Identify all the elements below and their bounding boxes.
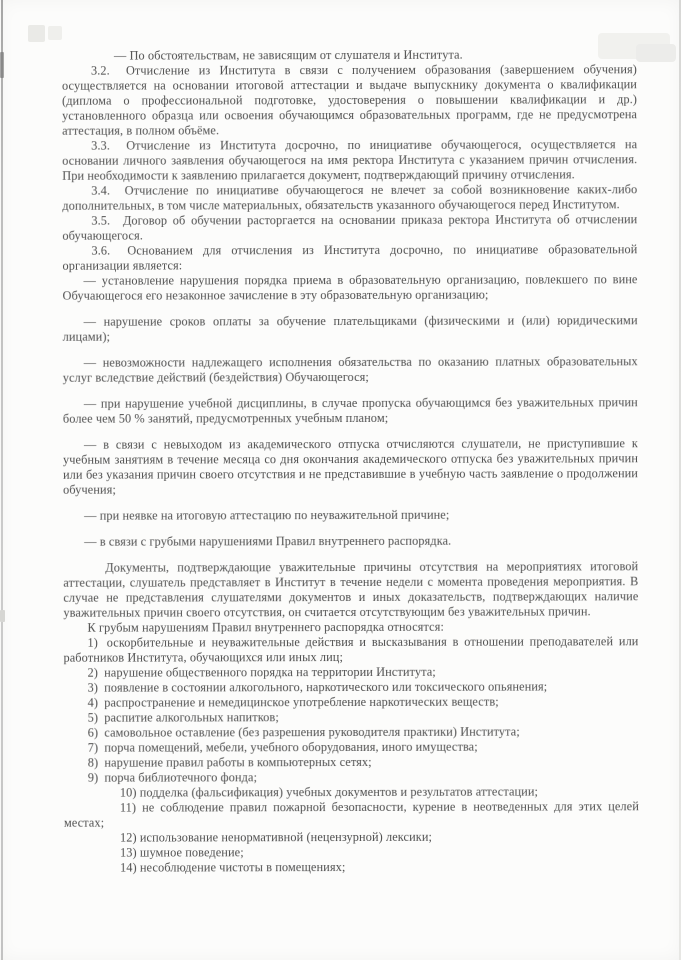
paragraph: К грубым нарушениям Правил внутреннего распорядка относятся:	[87, 619, 444, 635]
paragraph: — в связи с невыходом из академического отпуска отчисляются слушатели, не приступившие к учебным занятиям в течение месяца со дня окончания академического отпуска без уважительных причин или без указания причин своего отсутствия и не представившие в учебную часть заявление о продолжении обучения;	[62, 436, 639, 497]
paragraph-marker: 3.4.	[91, 183, 111, 198]
paragraph-marker: 3.5.	[91, 213, 111, 228]
paragraph-marker: 7)	[87, 740, 99, 755]
paragraph: 5) распитие алкогольных напитков;	[87, 710, 279, 725]
paragraph: 3.5. Договор об обучении расторгается на основании приказа ректора Института об отчислении обучающегося.	[62, 212, 638, 243]
scan-artifact-left-mark	[0, 610, 5, 622]
paragraph: 3.6. Основанием для отчисления из Института досрочно, по инициативе образовательной организации является:	[62, 242, 638, 273]
paragraph: 7) порча помещений, мебели, учебного оборудования, иного имущества;	[87, 739, 478, 755]
scan-artifact-left-dark	[0, 52, 4, 78]
paragraph-marker: 1)	[87, 635, 98, 650]
paragraph-marker: 3.3.	[91, 138, 111, 153]
paragraph-marker: 9)	[87, 770, 99, 785]
paragraph: — По обстоятельствам, не зависящим от слушателя и Института.	[113, 47, 463, 63]
paragraph-marker: 12)	[119, 830, 137, 845]
paragraph: 3.4. Отчисление по инициативе обучающегося не влечет за собой возникновение каких-либо дополнительных, в том числе материальных, обязательств указанного обучающегося перед Институтом.	[62, 182, 638, 213]
scan-blotch-top-left-1	[28, 25, 45, 42]
paragraph: 1) оскорбительные и неуважительные действия и высказывания в отношении преподавателей или работников Института, обучающихся или иных лиц;	[63, 634, 639, 665]
paragraph: 2) нарушение общественного порядка на территории Института;	[87, 664, 436, 680]
scan-edge-left	[1, 0, 3, 960]
document-body	[62, 47, 639, 876]
paragraph: 11) не соблюдение правил пожарной безопасности, курение в неотведенных для этих целей местах;	[63, 799, 639, 830]
paragraph-marker: 2)	[87, 665, 99, 680]
paragraph: 3) появление в состоянии алкогольного, наркотического или токсического опьянения;	[87, 679, 548, 695]
paragraph-marker: 13)	[120, 845, 137, 860]
paragraph: 8) нарушение правил работы в компьютерных сетях;	[87, 754, 372, 770]
paragraph-marker: 4)	[87, 695, 99, 710]
paragraph: — при нарушение учебной дисциплины, в случае пропуска обучающимся без уважительных причин более чем 50 % занятий, предусмотренных учебным планом;	[62, 395, 638, 426]
paragraph: 12) использование ненормативной (нецензурной) лексики;	[64, 829, 639, 846]
paragraph-marker: 11)	[119, 800, 137, 815]
paragraph-marker: 10)	[119, 785, 137, 800]
paragraph: 3.2. Отчисление из Института в связи с получением образования (завершением обучения) осуществляется на основании итоговой аттестации и выдаче выпускнику документа о квалификации (диплома о профессиональной подготовке, удостоверения о повышении квалификации и др.) установленного образца или освоения обучающимся образовательных программ, где не предусмотрена аттестация, в полном объёме.	[61, 62, 638, 138]
paragraph-marker: 6)	[87, 725, 99, 740]
paragraph: 4) распространение и немедицинское употребление наркотических веществ;	[87, 694, 499, 710]
paragraph-marker: 3.2.	[90, 63, 110, 78]
paragraph: 14) несоблюдение чистоты в помещениях;	[64, 859, 639, 876]
paragraph: 6) самовольное оставление (без разрешения руководителя практики) Института;	[87, 724, 520, 740]
paragraph-marker: 14)	[120, 860, 137, 875]
paragraph: — нарушение сроков оплаты за обучение плательщиками (физическими и (или) юридическими лицами);	[62, 313, 638, 344]
paragraph: — в связи с грубыми нарушениями Правил внутреннего распорядка.	[84, 533, 452, 549]
paragraph: 9) порча библиотечного фонда;	[87, 770, 258, 785]
scan-blotch-top-right-2	[636, 44, 676, 62]
paragraph: Документы, подтверждающие уважительные причины отсутствия на мероприятиях итоговой аттестации, слушатель представляет в Институт в течение недели с момента проведения мероприятия. В случае не представления слушателями документов и иных доказательств, подтверждающих наличие уважительных причин своего отсутствия, он считается отсутствующим без уважительных причин.	[63, 559, 639, 620]
paragraph: 10) подделка (фальсификация) учебных документов и результатов аттестации;	[64, 784, 639, 801]
paragraph: — установление нарушения порядка приема в образовательную организацию, повлекшего по вине Обучающегося его незаконное зачисление в эту образовательную организацию;	[62, 272, 638, 303]
paragraph: — при неявке на итоговую аттестацию по неуважительной причине;	[84, 507, 450, 523]
paragraph-marker: 3.6.	[91, 243, 111, 258]
paragraph-marker: 3)	[87, 680, 99, 695]
paragraph: 3.3. Отчисление из Института досрочно, по инициативе обучающегося, осуществляется на основании личного заявления обучающегося на имя ректора Института с указанием причин отчисления. При необходимости к заявлению прилагается документ, подтверждающий причину отчисления.	[62, 137, 638, 183]
paragraph: — невозможности надлежащего исполнения обязательства по оказанию платных образовательных услуг вследствие действий (бездействия) Обучающегося;	[62, 354, 638, 385]
paragraph-marker: 8)	[87, 755, 99, 770]
paragraph-marker: 5)	[87, 710, 99, 725]
paragraph: 13) шумное поведение;	[64, 844, 639, 861]
scan-blotch-top-left-2	[48, 26, 62, 40]
